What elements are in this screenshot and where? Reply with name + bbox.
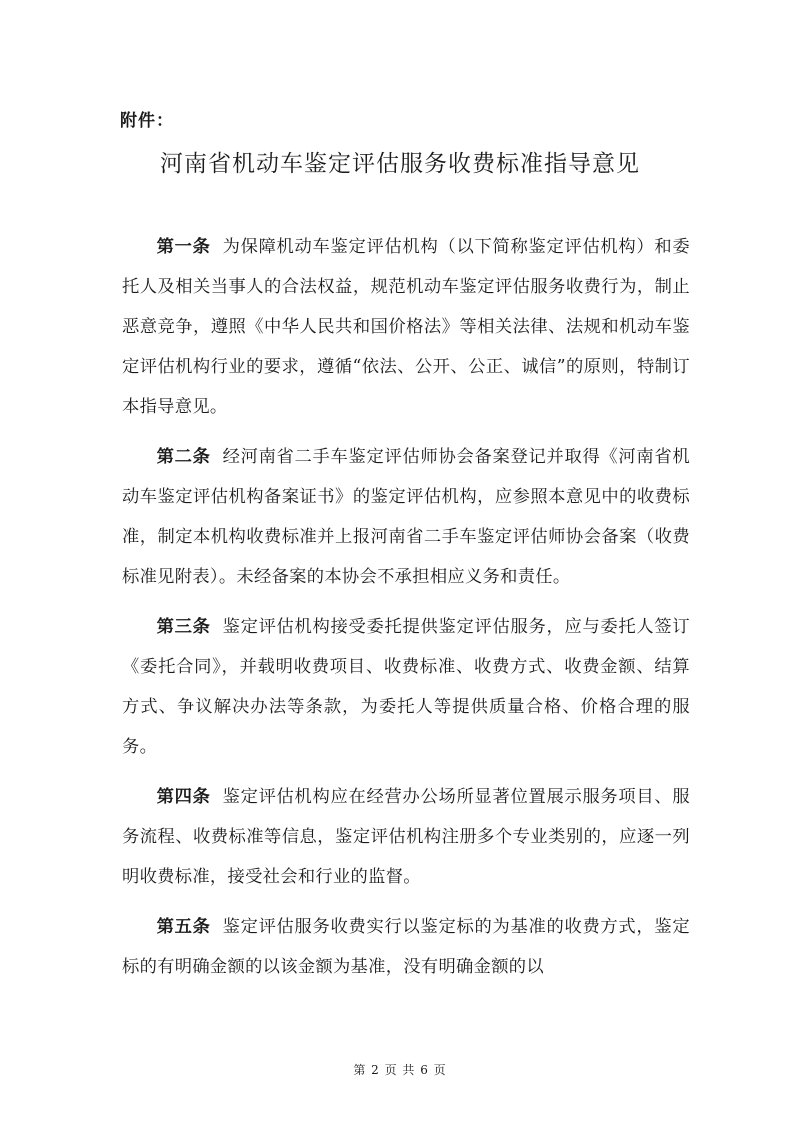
page-number-footer: 第 2 页 共 6 页 [353,1063,447,1077]
article-text: 为保障机动车鉴定评估机构（以下简称鉴定评估机构）和委托人及相关当事人的合法权益，规范机动车鉴定评估服务收费行为，制止恶意竞争，遵照《中华人民共和国价格法》等相关法律、法规和机动车鉴定评估机构行业的要求，遵循“依法、公开、公正、诚信”的原则，特制订本指导意见。 [122,237,690,417]
article-text: 鉴定评估服务收费实行以鉴定标的为基准的收费方式，鉴定标的有明确金额的以该金额为基准，没有明确金额的以 [122,917,690,977]
document-body [122,227,690,997]
article-text: 鉴定评估机构应在经营办公场所显著位置展示服务项目、服务流程、收费标准等信息，鉴定评估机构注册多个专业类别的，应逐一列明收费标准，接受社会和行业的监督。 [122,787,690,887]
article-4 [122,777,690,897]
document-title: 河南省机动车鉴定评估服务收费标准指导意见 [160,151,640,177]
article-heading: 第三条 [156,617,211,637]
article-heading: 第一条 [156,237,211,257]
attachment-label: 附件： [120,111,174,131]
article-text: 经河南省二手车鉴定评估师协会备案登记并取得《河南省机动车鉴定评估机构备案证书》的鉴定评估机构，应参照本意见中的收费标准，制定本机构收费标准并上报河南省二手车鉴定评估师协会备案（收费标准见附表）。未经备案的本协会不承担相应义务和责任。 [122,447,690,587]
article-2 [122,437,690,597]
article-heading: 第五条 [156,917,211,937]
article-text: 鉴定评估机构接受委托提供鉴定评估服务，应与委托人签订《委托合同》，并载明收费项目、收费标准、收费方式、收费金额、结算方式、争议解决办法等条款，为委托人等提供质量合格、价格合理的服务。 [122,617,690,757]
article-5 [122,907,690,987]
article-1 [122,227,690,427]
article-heading: 第二条 [156,447,211,467]
article-3 [122,607,690,767]
article-heading: 第四条 [156,787,211,807]
